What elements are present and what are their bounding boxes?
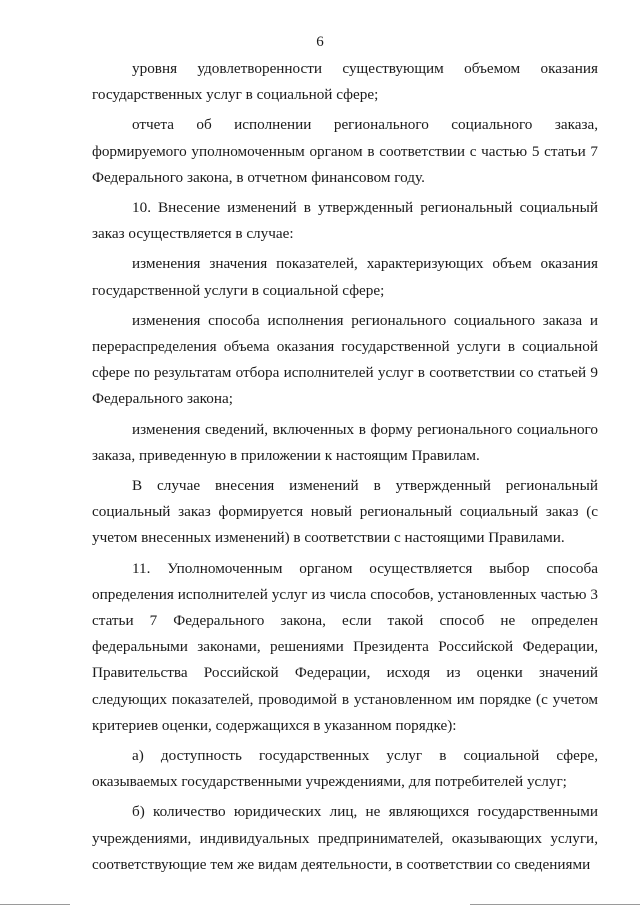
paragraph-new-order: В случае внесения изменений в утвержденный региональный социальный заказ формируется новый региональный социальный заказ (с учетом внесенных изменений) в соответствии с настоящими Правилами. [92, 477, 598, 547]
paragraph-method-change: изменения способа исполнения регионального социального заказа и перераспределения объема оказания государственной услуги в социальной сфере по результатам отбора исполнителей услуг в соответствии со статьей 9 Федерального закона; [92, 311, 598, 408]
paragraph-satisfaction-level: уровня удовлетворенности существующим объемом оказания государственных услуг в социальной сфере; [92, 60, 598, 104]
paragraph-item-11: 11. Уполномоченным органом осуществляется выбор способа определения исполнителей услуг из числа способов, установленных частью 3 статьи 7 Федерального закона, если такой способ не определен федеральными законами, решениями Президента Российской Федерации, Правительства Российской Федерации, исходя из оценки значений следующих показателей, проводимой в установленном им порядке (с учетом критериев оценки, содержащихся в указанном порядке): [92, 559, 598, 734]
document-body [92, 56, 598, 878]
paragraph-indicator-change: изменения значения показателей, характеризующих объем оказания государственной услуги в социальной сфере; [92, 255, 598, 299]
paragraph-item-10: 10. Внесение изменений в утвержденный региональный социальный заказ осуществляется в случае: [92, 199, 598, 243]
paragraph-subitem-b: б) количество юридических лиц, не являющихся государственными учреждениями, индивидуальных предпринимателей, оказывающих услуги, соответствующие тем же видам деятельности, в соответствии со сведениями [92, 803, 598, 873]
paragraph-subitem-a: а) доступность государственных услуг в социальной сфере, оказываемых государственными учреждениями, для потребителей услуг; [92, 747, 598, 791]
paragraph-execution-report: отчета об исполнении регионального социального заказа, формируемого уполномоченным органом в соответствии с частью 5 статьи 7 Федерального закона, в отчетном финансовом году. [92, 116, 598, 186]
page-number: 6 [316, 34, 324, 50]
paragraph-info-change: изменения сведений, включенных в форму регионального социального заказа, приведенную в приложении к настоящим Правилам. [92, 420, 598, 464]
